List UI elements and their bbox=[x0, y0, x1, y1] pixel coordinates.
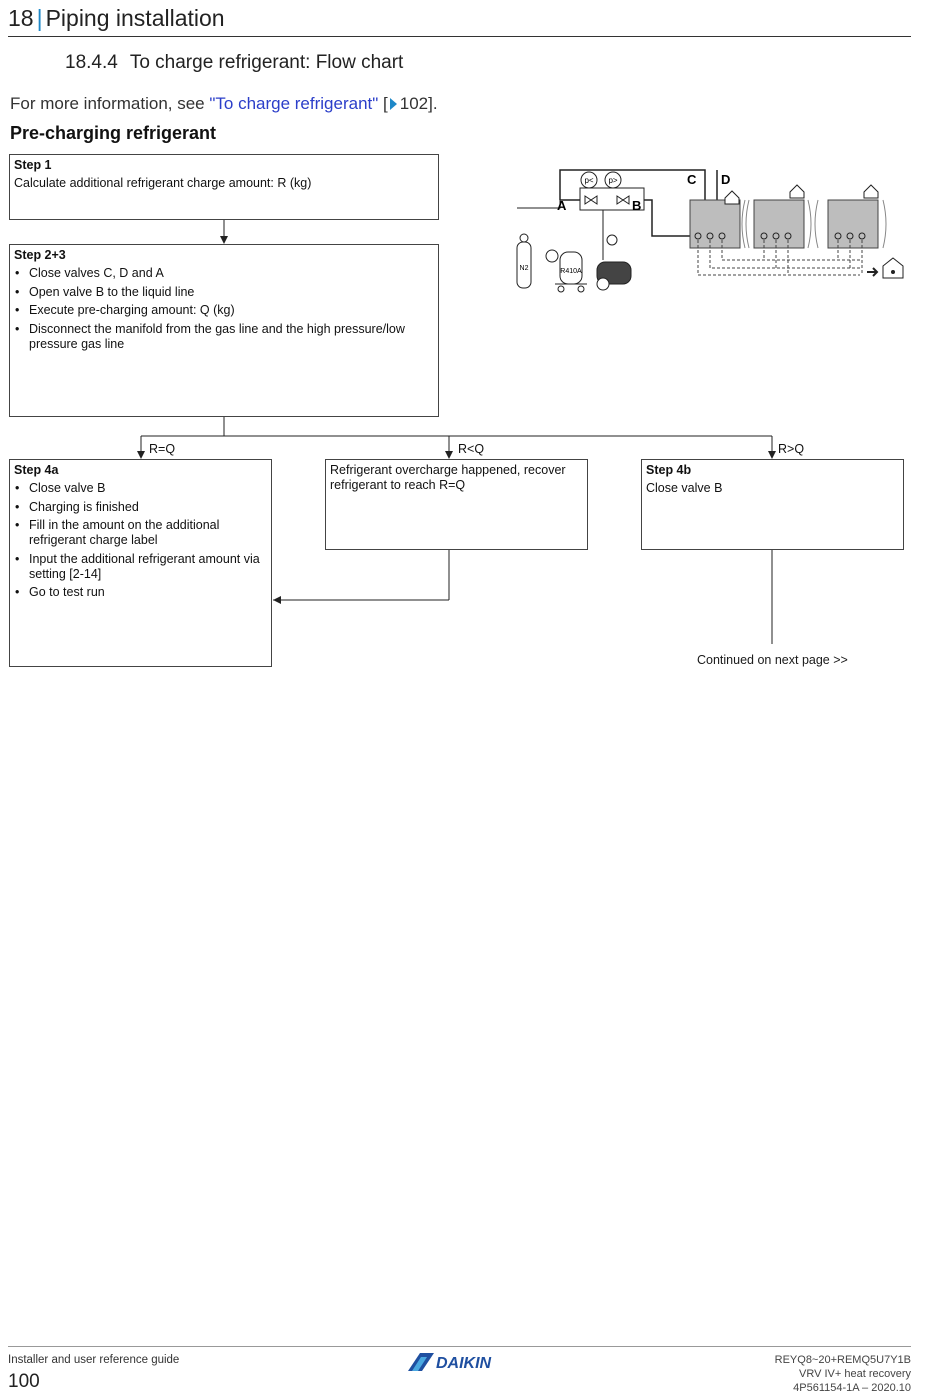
wheel-icon bbox=[578, 286, 584, 292]
list-item: • Input the additional refrigerant amount via setting [2-14] bbox=[14, 552, 267, 582]
piping-diagram bbox=[505, 160, 915, 300]
arrow-head bbox=[137, 451, 145, 459]
outdoor-unit-icon bbox=[828, 200, 878, 248]
arrow-head bbox=[445, 451, 453, 459]
list-item: • Execute pre-charging amount: Q (kg) bbox=[14, 303, 434, 318]
house-icon bbox=[725, 191, 739, 204]
list-item: • Close valve B bbox=[14, 481, 267, 496]
step4a-title: Step 4a bbox=[14, 463, 59, 477]
chapter-number: 18 bbox=[8, 5, 34, 31]
house-dot bbox=[891, 270, 895, 274]
info-prefix: For more information, see bbox=[10, 94, 210, 113]
vacuum-gauge-icon bbox=[607, 235, 617, 245]
step23-title: Step 2+3 bbox=[14, 248, 66, 262]
arrow-right-icon bbox=[867, 268, 877, 276]
footer-product: VRV IV+ heat recovery bbox=[799, 1368, 911, 1380]
gauge-low-label: p< bbox=[584, 176, 594, 185]
chapter-title: Piping installation bbox=[45, 5, 225, 31]
list-item: • Open valve B to the liquid line bbox=[14, 285, 434, 300]
step4b-title: Step 4b bbox=[646, 463, 692, 477]
branch-label-less: R<Q bbox=[458, 442, 485, 456]
arrow-head bbox=[273, 596, 281, 604]
house-icon bbox=[790, 185, 804, 198]
scale-gauge-icon bbox=[546, 250, 558, 262]
valve-label-c: C bbox=[687, 172, 697, 187]
charge-refrigerant-link[interactable]: "To charge refrigerant" bbox=[209, 94, 379, 113]
list-item: • Charging is finished bbox=[14, 500, 267, 515]
page-number: 100 bbox=[8, 1371, 40, 1392]
valve-label-a: A bbox=[557, 198, 567, 213]
refrigerant-label: R410A bbox=[560, 268, 582, 275]
gauge-high-label: p> bbox=[608, 176, 618, 185]
step1-title: Step 1 bbox=[14, 158, 52, 172]
footer-divider bbox=[8, 1346, 911, 1347]
cylinder-valve-icon bbox=[520, 234, 528, 242]
overcharge-text: Refrigerant overcharge happened, recover refrigerant to reach R=Q bbox=[330, 463, 566, 492]
list-item: • Fill in the amount on the additional refrigerant charge label bbox=[14, 518, 267, 548]
step4b-text: Close valve B bbox=[646, 481, 723, 495]
info-bracket-close: ]. bbox=[428, 94, 438, 113]
house-icon bbox=[864, 185, 878, 198]
house-icon bbox=[883, 258, 903, 278]
daikin-logo bbox=[408, 1351, 512, 1373]
continued-note: Continued on next page >> bbox=[697, 653, 848, 667]
footer-model: REYQ8~20+REMQ5U7Y1B bbox=[774, 1354, 911, 1366]
charge-hose bbox=[517, 200, 560, 208]
branch-label-equal: R=Q bbox=[149, 442, 176, 456]
info-bracket-open: [ bbox=[378, 94, 388, 113]
branch-label-greater: R>Q bbox=[778, 442, 805, 456]
footer-doc-code: 4P561154-1A – 2020.10 bbox=[793, 1382, 911, 1394]
outdoor-unit-icon bbox=[754, 200, 804, 248]
step1-text: Calculate additional refrigerant charge amount: R (kg) bbox=[14, 176, 312, 190]
valve-label-b: B bbox=[632, 198, 642, 213]
n2-label: N2 bbox=[519, 265, 529, 272]
footer-guide-title: Installer and user reference guide bbox=[8, 1354, 180, 1366]
valve-label-d: D bbox=[721, 172, 731, 187]
section-number: 18.4.4 bbox=[65, 52, 118, 73]
daikin-wordmark: DAIKIN bbox=[436, 1355, 492, 1372]
list-item: • Close valves C, D and A bbox=[14, 266, 434, 281]
subheading: Pre-charging refrigerant bbox=[10, 123, 217, 143]
valve-icon bbox=[585, 196, 597, 204]
list-item: • Go to test run bbox=[14, 585, 267, 600]
chapter-separator: | bbox=[36, 5, 43, 31]
arrow-head bbox=[220, 236, 228, 244]
pump-motor-icon bbox=[597, 278, 609, 290]
arrow-head bbox=[768, 451, 776, 459]
info-page-ref[interactable]: 102 bbox=[399, 94, 429, 113]
section-title: To charge refrigerant: Flow chart bbox=[129, 52, 404, 73]
valve-icon bbox=[617, 196, 629, 204]
list-item: • Disconnect the manifold from the gas line and the high pressure/low pressure gas line bbox=[14, 322, 434, 352]
footer-doc-info bbox=[775, 1353, 911, 1395]
wheel-icon bbox=[558, 286, 564, 292]
